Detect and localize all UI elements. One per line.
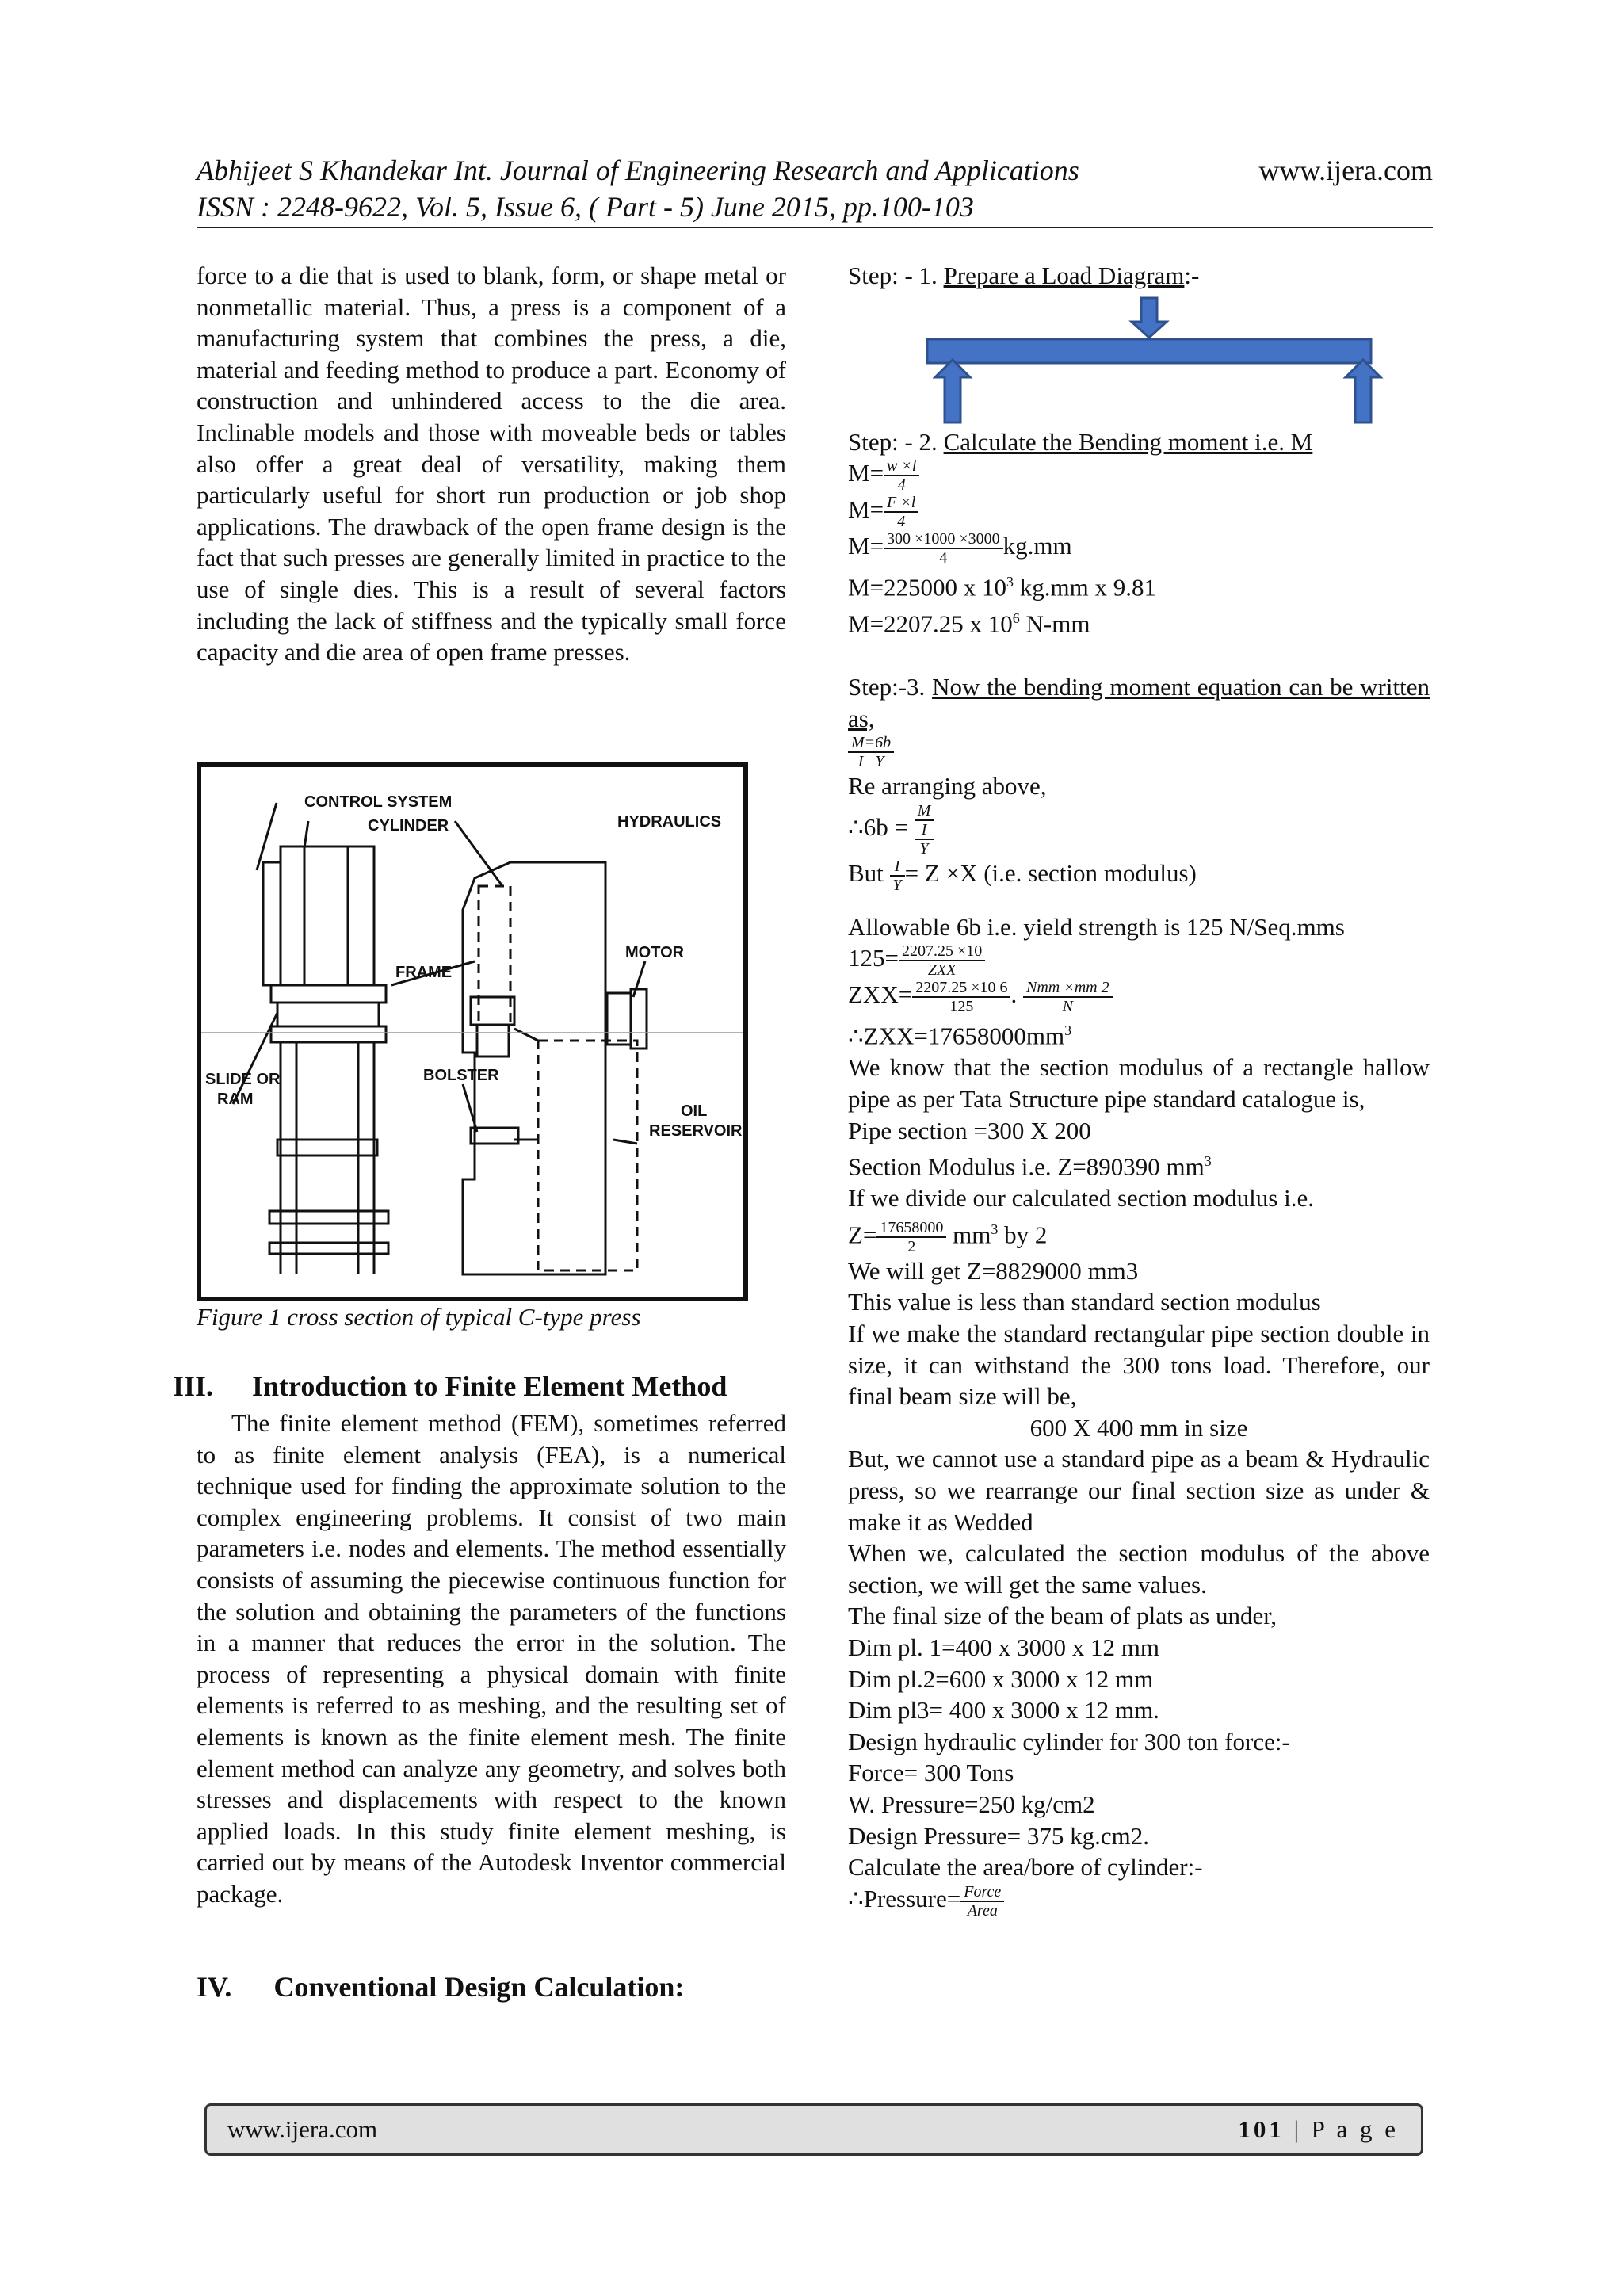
- label-frame: FRAME: [395, 964, 453, 981]
- moment-eq-5: M=2207.25 x $10^6$ N-mm: [848, 609, 1090, 638]
- running-header: [197, 152, 1433, 225]
- left-column: [197, 260, 786, 668]
- right-support-arrow-icon: [1346, 360, 1381, 422]
- header-rule: [197, 227, 1433, 228]
- intro-paragraph: force to a die that is used to blank, form, or shape metal or nonmetallic material. Thus, a press is a component of a manufacturing system that combines the press, a die, material and feeding method to produce a part. Economy of construction and unhindered access to the die area. Inclinable models and those with moveable beds or tables also offer a great deal of versatility, making them particularly useful for short run production or job shop applications. The drawback of the open frame design is the fact that such presses are generally limited in practice to the use of single dies. This is a result of several factors including the lack of stiffness and the typically small force capacity and die area of open frame presses.: [197, 262, 786, 667]
- z-equation: Z= $\frac{17658000}{2}$ $mm^3$ by 2: [848, 1218, 1048, 1255]
- beam-size-line: 600 X 400 mm in size: [1029, 1413, 1248, 1442]
- less-line: This value is less than standard section modulus: [848, 1288, 1321, 1316]
- final-size-line: The final size of the beam of plats as under,: [848, 1602, 1277, 1630]
- label-reservoir: RESERVOIR: [649, 1122, 743, 1140]
- figure-caption: Figure 1 cross section of typical C-type press: [197, 1303, 641, 1331]
- section-iv-heading: [197, 1970, 684, 2004]
- zxx-result: $\therefore ZXX=17658000mm^3$: [848, 1022, 1072, 1050]
- footer-url[interactable]: www.ijera.com: [227, 2115, 378, 2143]
- section-modulus-line: But $\frac{I}{Y}$ = Z ×X (i.e. section modulus): [848, 857, 1197, 894]
- step1-title: Prepare a Load Diagram: [943, 262, 1185, 289]
- label-cylinder: CYLINDER: [368, 817, 449, 835]
- press-diagram: [201, 767, 743, 1297]
- load-diagram: [848, 292, 1430, 426]
- moment-eq-2: M= $\frac{F \times l}{4}$: [848, 494, 1430, 530]
- header-url[interactable]: www.ijera.com: [1258, 155, 1433, 186]
- header-journal-line: Abhijeet S Khandekar Int. Journal of Engineering Research and Applications: [197, 155, 1079, 186]
- allowable-stress-line: Allowable 6b i.e. yield strength is 125 N/Seq.mms: [848, 912, 1345, 941]
- section-iii-title: Introduction to Finite Element Method: [252, 1370, 727, 1402]
- section-modulus-value: Section Modulus i.e. Z=890390 $mm^3$: [848, 1152, 1212, 1181]
- label-slide-or: SLIDE OR: [205, 1071, 281, 1088]
- step1-line: Step: - 1. Prepare a Load Diagram:-: [848, 262, 1200, 289]
- section-iii-body: The finite element method (FEM), sometimes referred to as finite element analysis (FEA), is a numerical technique used for finding the approximate solution to the complex engineering problems. It consist of two main parameters i.e. nodes and elements. The method essentially consists of assuming the piecewise continuous function for the solution and obtaining the parameters of the functions in a manner that reduces the error in the solution. The process of representing a physical domain with finite elements is referred to as meshing, and the resulting set of elements is known as the finite element mesh. The finite element method can analyze any geometry, and solves both stresses and displacements with respect to the known applied loads. In this study finite element meshing, is carried out by means of the Autodesk Inventor commercial package.: [197, 1409, 786, 1908]
- rearranging-line: Re arranging above,: [848, 772, 1047, 800]
- section-iv-number: IV.: [197, 1971, 232, 2003]
- wedded-paragraph: But, we cannot use a standard pipe as a beam & Hydraulic press, so we rearrange our final section size as under & make it as Wedded: [848, 1445, 1430, 1536]
- design-pressure-line: Design Pressure= 375 kg.cm2.: [848, 1821, 1149, 1850]
- double-paragraph: If we make the standard rectangular pipe section double in size, it can withstand the 300 tons load. Therefore, our final beam size will be,: [848, 1320, 1430, 1411]
- sigma-equation: ∴6b = M I Y: [848, 802, 1430, 858]
- section-iii-heading: [173, 1370, 727, 1403]
- cylinder-shape: [281, 846, 374, 985]
- pressure-equation: ∴Pressure= $\frac{\text{Force}}{\text{Area}}$: [848, 1883, 1430, 1920]
- tata-paragraph: We know that the section modulus of a rectangle hallow pipe as per Tata Structure pipe standard catalogue is,: [848, 1053, 1430, 1113]
- figure-c-type-press: [197, 762, 748, 1301]
- section-iv-title: Conventional Design Calculation:: [273, 1971, 685, 2003]
- footer-page: 101 | P a g e: [1238, 2115, 1399, 2143]
- load-diagram-svg: [848, 292, 1430, 426]
- step2-line: Step: - 2. Calculate the Bending moment i.e. M: [848, 427, 1313, 456]
- force-line: Force= 300 Tons: [848, 1759, 1014, 1787]
- plate-dim-1: Dim pl. 1=400 x 3000 x 12 mm: [848, 1633, 1159, 1661]
- left-support-arrow-icon: [935, 360, 970, 422]
- section-iii-number: III.: [173, 1370, 214, 1402]
- stress-eq-2: ZXX= $\frac{2207.25 \times 10 6}{125}$ . $\frac{\text{Nmm ×mm 2}}{N}$: [848, 979, 1430, 1015]
- right-column: [848, 260, 1430, 1920]
- page-footer: [204, 2103, 1423, 2156]
- header-issn-line: ISSN : 2248-9622, Vol. 5, Issue 6, ( Part - 5) June 2015, pp.100-103: [197, 191, 974, 223]
- step3-title: Now the bending moment equation can be written as,: [848, 673, 1430, 732]
- bending-equation: $\frac{M=6b}{\text{I Y}}$: [848, 734, 1430, 770]
- stress-eq-1: 125= $\frac{2207.25 \times 10}{\text{ZXX}}$: [848, 942, 1430, 979]
- label-motor: MOTOR: [625, 944, 685, 961]
- moment-eq-3: M= $\frac{300 \times 1000 \times 3000}{4}$ kg.mm: [848, 530, 1072, 567]
- cylinder-design-line: Design hydraulic cylinder for 300 ton force:-: [848, 1727, 1290, 1755]
- working-pressure-line: W. Pressure=250 kg/cm2: [848, 1790, 1095, 1818]
- load-arrow-icon: [1132, 298, 1167, 338]
- label-control-system: CONTROL SYSTEM: [304, 793, 453, 811]
- moment-eq-4: M=225000 x $10^3$ kg.mm x 9.81: [848, 573, 1157, 602]
- beam-shape: [927, 339, 1371, 363]
- plate-dim-3: Dim pl3= 400 x 3000 x 12 mm.: [848, 1696, 1159, 1725]
- step3-line: Step:-3. Now the bending moment equation can be written as,: [848, 673, 1430, 732]
- label-oil: OIL: [681, 1102, 708, 1120]
- page-number: 101: [1238, 2115, 1285, 2143]
- label-ram: RAM: [217, 1091, 254, 1108]
- divide-line: If we divide our calculated section modulus i.e.: [848, 1184, 1314, 1213]
- same-values-paragraph: When we, calculated the section modulus of the above section, we will get the same values.: [848, 1539, 1430, 1599]
- moment-eq-1: M= $\frac{w \times l}{4}$: [848, 457, 1430, 494]
- pipe-section-line: Pipe section =300 X 200: [848, 1116, 1091, 1144]
- label-bolster: BOLSTER: [423, 1067, 499, 1084]
- label-hydraulics: HYDRAULICS: [617, 813, 722, 831]
- z-result-line: We will get Z=8829000 mm3: [848, 1256, 1139, 1285]
- step2-title: Calculate the Bending moment i.e. M: [943, 427, 1313, 456]
- plate-dim-2: Dim pl.2=600 x 3000 x 12 mm: [848, 1664, 1154, 1693]
- calc-area-line: Calculate the area/bore of cylinder:-: [848, 1853, 1203, 1881]
